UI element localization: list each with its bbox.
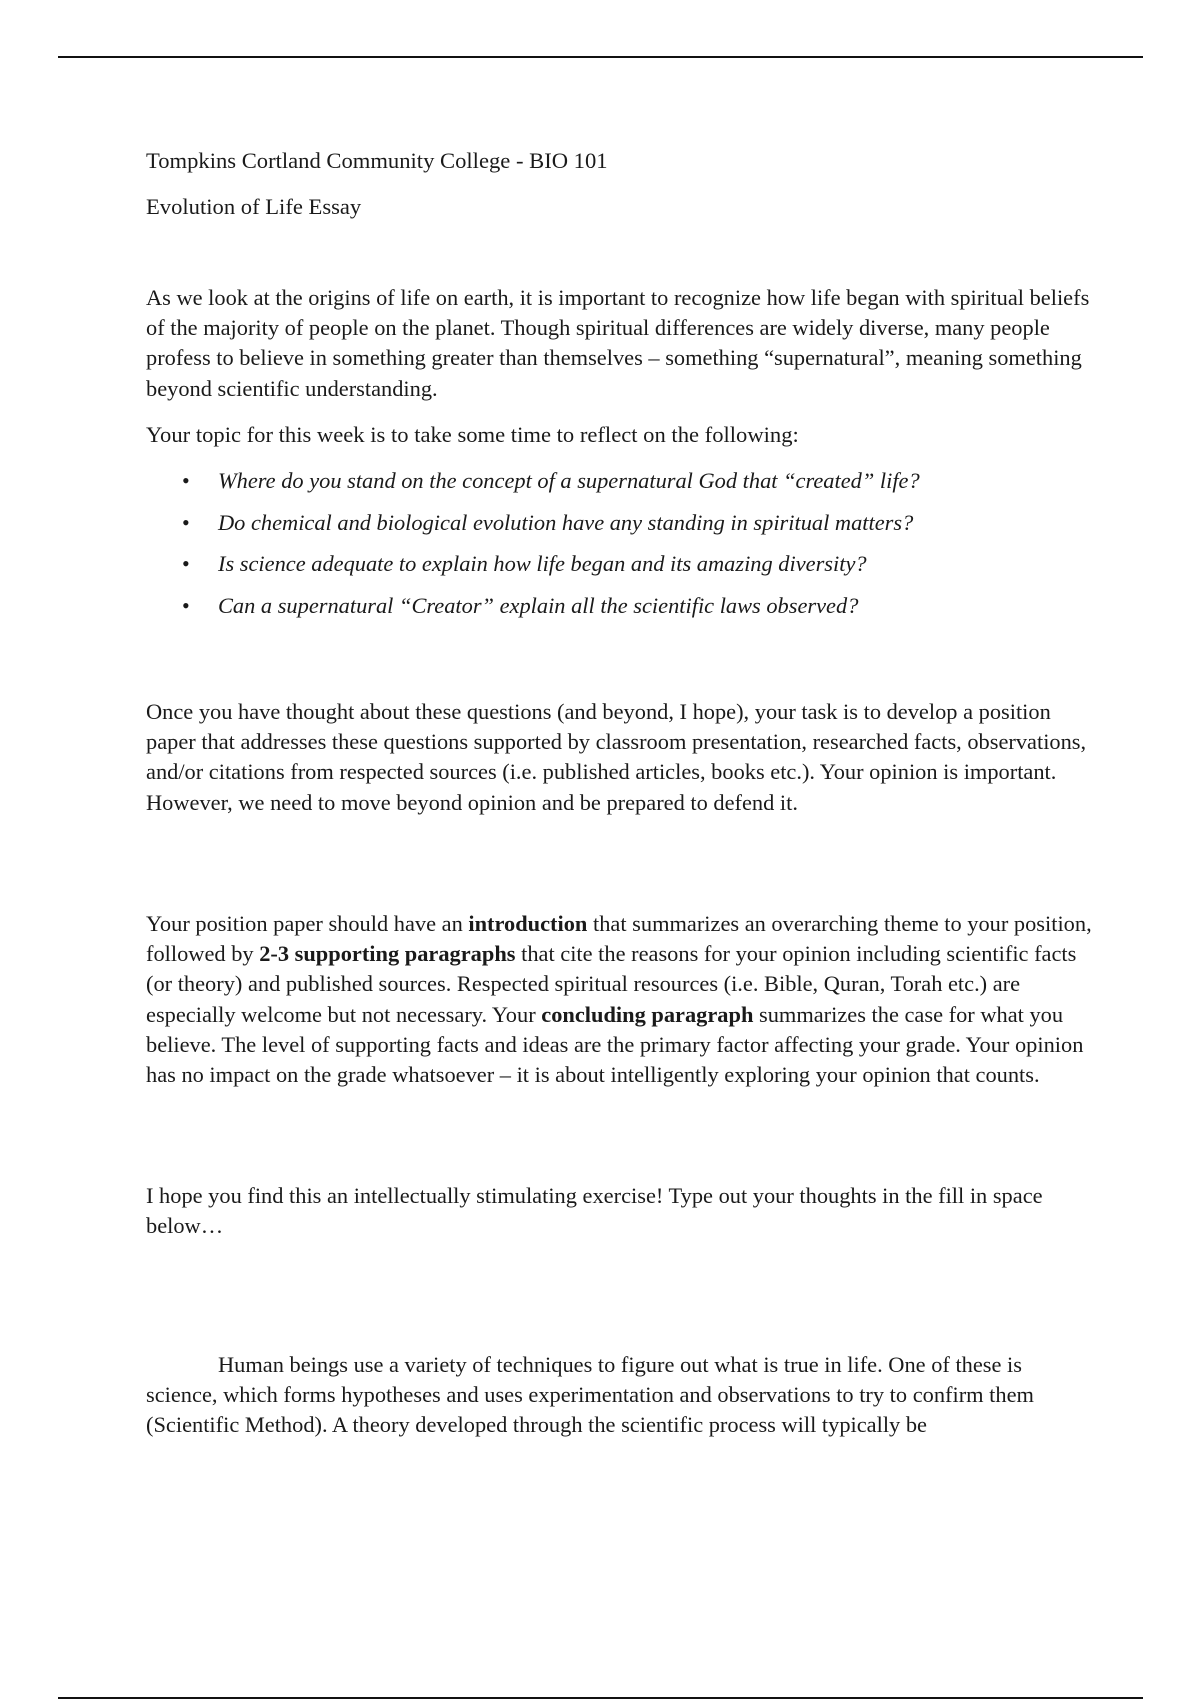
structure-bold-introduction: introduction <box>468 911 588 936</box>
bullet-icon: • <box>182 468 190 493</box>
assignment-title: Evolution of Life Essay <box>146 194 362 219</box>
question-text: Do chemical and biological evolution have any standing in spiritual matters? <box>218 509 914 535</box>
essay-text: Human beings use a variety of techniques to figure out what is true in life. One of these is science, which forms hypotheses and uses experimentation and observations to try to confirm them (Scientific Method). A theory developed through the scientific process will typically be <box>146 1352 1034 1438</box>
course-heading: Tompkins Cortland Community College - BIO 101 <box>146 148 608 173</box>
bullet-icon: • <box>182 551 190 576</box>
structure-bold-supporting: 2-3 supporting paragraphs <box>259 941 516 967</box>
essay-paragraph <box>146 1350 1096 1441</box>
structure-part-2: that summarizes an overarching theme to your position, followed by <box>146 911 1092 967</box>
bottom-rule <box>58 1697 1143 1699</box>
structure-text <box>146 909 1096 1090</box>
top-rule <box>58 56 1143 58</box>
bullet-icon: • <box>182 592 190 618</box>
question-text: Can a supernatural “Creator” explain all the scientific laws observed? <box>218 592 859 618</box>
task-text: Once you have thought about these questions (and beyond, I hope), your task is to develop a position paper that addresses these questions supported by classroom presentation, researched facts, observations, and/or citations from respected sources (i.e. published articles, books etc.). Your opinion is important. However, we need to move beyond opinion and be prepared to defend it. <box>146 699 1087 815</box>
structure-part-4: summarizes the case for what you believe. The level of supporting facts and ideas are the primary factor affecting your grade. Your opinion has no impact on the grade whatsoever – it is about intelligently exploring your opinion that counts. <box>146 1001 1084 1088</box>
topic-prompt: Your topic for this week is to take some time to reflect on the following: <box>146 422 799 447</box>
closing-text: I hope you find this an intellectually stimulating exercise! Type out your thoughts in the fill in space below… <box>146 1183 1043 1239</box>
structure-bold-concluding: concluding paragraph <box>541 1001 754 1027</box>
bullet-icon: • <box>182 509 190 535</box>
structure-paragraph <box>146 909 1096 1090</box>
structure-part-3: that cite the reasons for your opinion including scientific facts (or theory) and published sources. Respected spiritual resources (i.e. Bible, Quran, Torah etc.) are especially welcome but not necessary. Your <box>146 941 1077 1027</box>
closing-paragraph <box>146 1181 1096 1241</box>
structure-part-1: Your position paper should have an <box>146 911 469 936</box>
question-text: Is science adequate to explain how life began and its amazing diversity? <box>218 551 867 576</box>
intro-text: As we look at the origins of life on earth, it is important to recognize how life began with spiritual beliefs of the majority of people on the planet. Though spiritual differences are widely diverse, many people profess to believe in something greater than themselves – something “supernatural”, meaning something beyond scientific understanding. <box>146 285 1090 401</box>
question-text: Where do you stand on the concept of a supernatural God that “created” life? <box>218 468 920 493</box>
task-paragraph <box>146 697 1096 818</box>
intro-paragraph <box>146 283 1096 404</box>
